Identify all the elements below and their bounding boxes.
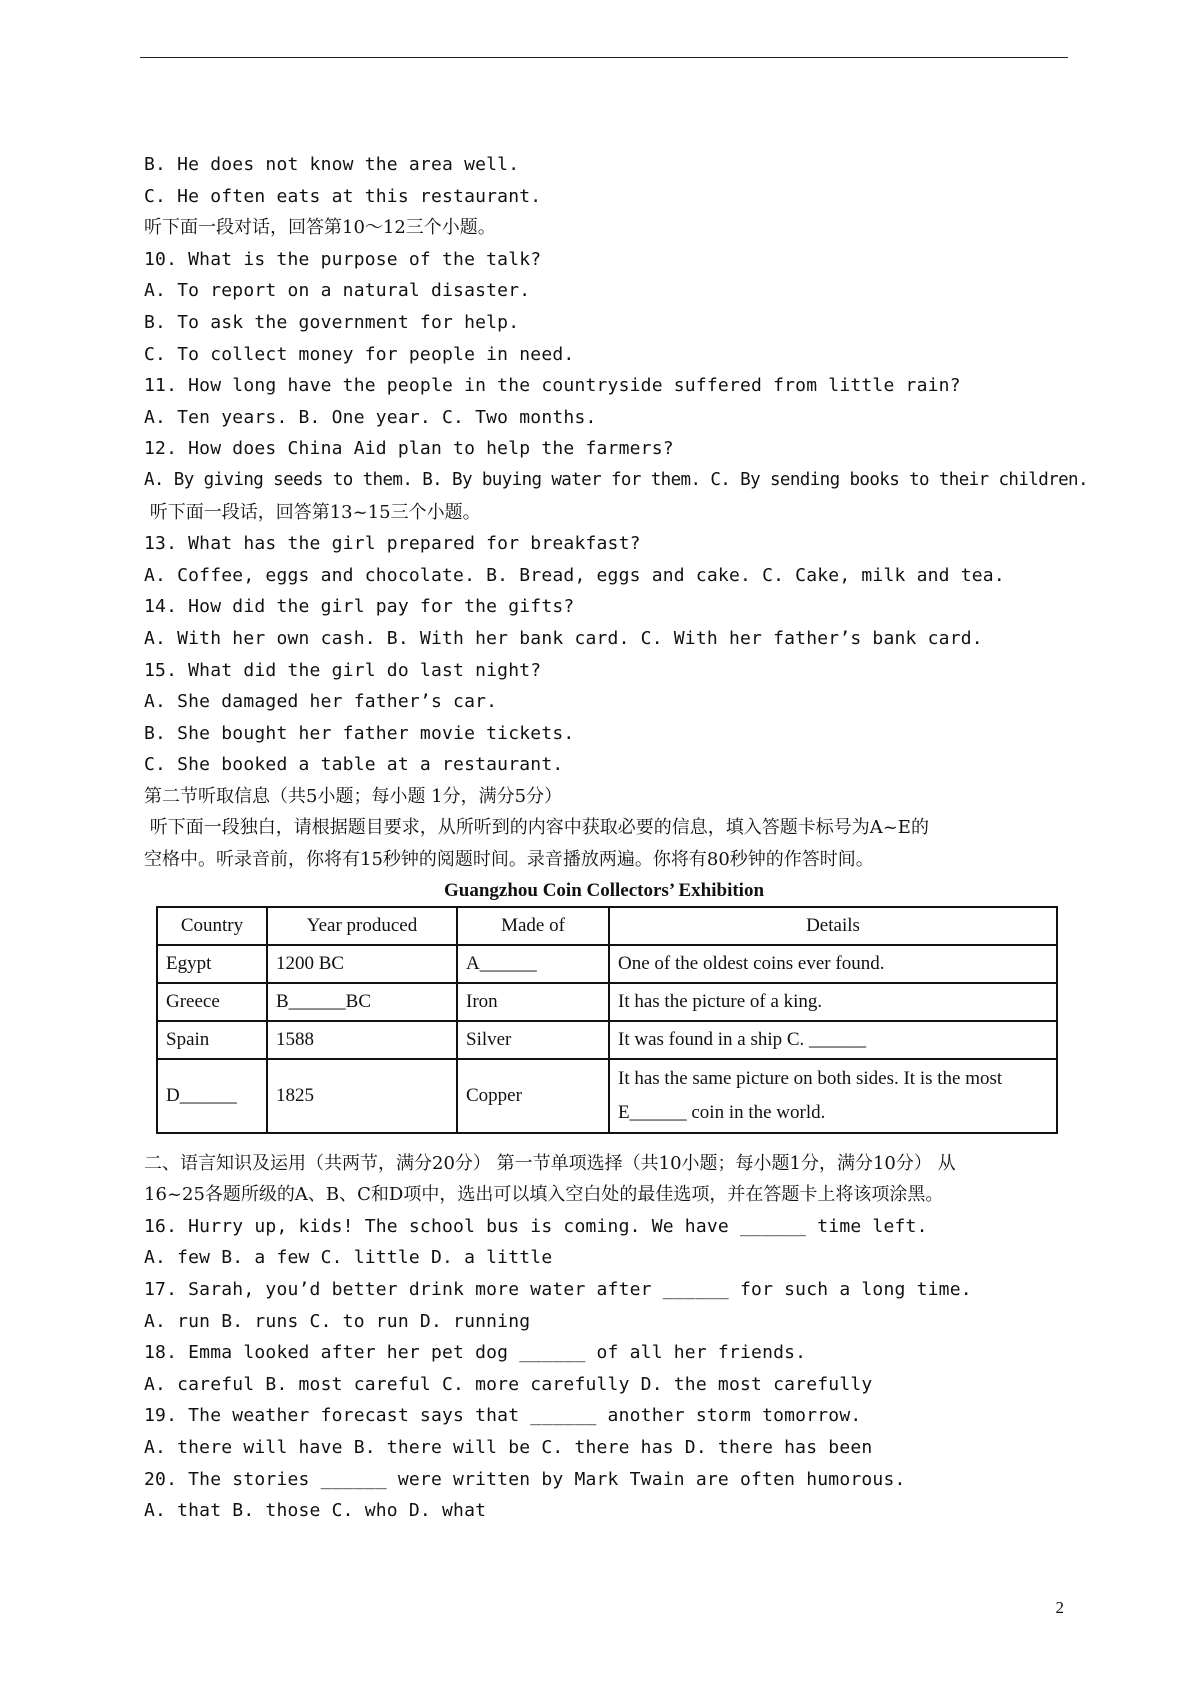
- exhibition-table: [156, 906, 1058, 1134]
- header-rule: [140, 57, 1068, 58]
- header-country: Country: [157, 907, 267, 945]
- table-row: [157, 945, 1057, 983]
- text-line: 17. Sarah, you’d better drink more water after ______ for such a long time.: [144, 1279, 972, 1301]
- text-line: 二、语言知识及运用（共两节，满分20分） 第一节单项选择（共10小题；每小题1分，满分10分） 从: [144, 1152, 956, 1174]
- exam-page: [144, 149, 1088, 1527]
- grammar-questions: [144, 1148, 1064, 1527]
- text-line: A. few B. a few C. little D. a little: [144, 1247, 553, 1269]
- cell-details: One of the oldest coins ever found.: [609, 945, 1057, 983]
- cell-year: 1200 BC: [267, 945, 457, 983]
- cell-details: It has the picture of a king.: [609, 983, 1057, 1021]
- page-number: 2: [1055, 1598, 1064, 1617]
- header-year: Year produced: [267, 907, 457, 945]
- text-line: A. there will have B. there will be C. there has D. there has been: [144, 1437, 873, 1458]
- text-line: C. He often eats at this restaurant.: [144, 185, 542, 207]
- cell-country: D______: [157, 1059, 267, 1133]
- text-line: 10. What is the purpose of the talk?: [144, 248, 542, 270]
- text-line: A. that B. those C. who D. what: [144, 1500, 487, 1522]
- cell-year: B______BC: [267, 983, 457, 1021]
- table-row: [157, 1059, 1057, 1133]
- text-line: A. Ten years. B. One year. C. Two months.: [144, 406, 597, 428]
- text-line: 15. What did the girl do last night?: [144, 659, 542, 681]
- text-line: 20. The stories ______ were written by Mark Twain are often humorous.: [144, 1468, 906, 1490]
- text-line: A. With her own cash. B. With her bank card. C. With her father’s bank card.: [144, 627, 983, 649]
- text-line: A. run B. runs C. to run D. running: [144, 1310, 531, 1332]
- text-line: 16~25各题所级的A、B、C和D项中，选出可以填入空白处的最佳选项，并在答题卡上将该项涂黑。: [144, 1184, 944, 1206]
- header-made-of: Made of: [457, 907, 609, 945]
- cell-details: It has the same picture on both sides. It is the most E______ coin in the world.: [609, 1059, 1057, 1133]
- cell-details: It was found in a ship C. ______: [609, 1021, 1057, 1059]
- cell-made-of: Silver: [457, 1021, 609, 1059]
- text-line: B. To ask the government for help.: [144, 311, 520, 333]
- text-line: 听下面一段对话，回答第10～12三个小题。: [144, 217, 496, 239]
- text-line: 听下面一段话，回答第13~15三个小题。: [144, 501, 481, 523]
- text-line: 19. The weather forecast says that ______ another storm tomorrow.: [144, 1405, 862, 1427]
- text-line: A. To report on a natural disaster.: [144, 280, 531, 302]
- text-line: 空格中。听录音前，你将有15秒钟的阅题时间。录音播放两遍。你将有80秒钟的作答时间。: [144, 849, 874, 871]
- table-caption: Guangzhou Coin Collectors’ Exhibition: [443, 879, 765, 901]
- text-line: 听下面一段独白，请根据题目要求，从所听到的内容中获取必要的信息，填入答题卡标号为A~E的: [144, 817, 929, 839]
- text-line: C. She booked a table at a restaurant.: [144, 754, 564, 776]
- text-line: A. careful B. most careful C. more carefully D. the most carefully: [144, 1373, 873, 1395]
- text-line: 16. Hurry up, kids! The school bus is coming. We have ______ time left.: [144, 1215, 928, 1237]
- cell-country: Spain: [157, 1021, 267, 1059]
- table-header-row: [157, 907, 1057, 945]
- table-row: [157, 1021, 1057, 1059]
- text-line: 12. How does China Aid plan to help the farmers?: [144, 438, 674, 460]
- text-line: C. To collect money for people in need.: [144, 343, 575, 365]
- cell-year: 1588: [267, 1021, 457, 1059]
- text-line: 14. How did the girl pay for the gifts?: [144, 596, 575, 618]
- text-line: A. She damaged her father’s car.: [144, 691, 498, 713]
- listening-questions: [144, 149, 1088, 876]
- cell-country: Egypt: [157, 945, 267, 983]
- text-line: B. He does not know the area well.: [144, 154, 520, 175]
- text-line: 13. What has the girl prepared for breakfast?: [144, 533, 641, 555]
- cell-country: Greece: [157, 983, 267, 1021]
- cell-made-of: A______: [457, 945, 609, 983]
- text-line: A. Coffee, eggs and chocolate. B. Bread, eggs and cake. C. Cake, milk and tea.: [144, 564, 1005, 586]
- text-line: 11. How long have the people in the countryside suffered from little rain?: [144, 375, 961, 397]
- cell-made-of: Iron: [457, 983, 609, 1021]
- text-line: A. By giving seeds to them. B. By buying water for them. C. By sending books to their children.: [144, 469, 1088, 490]
- cell-year: 1825: [267, 1059, 457, 1133]
- cell-made-of: Copper: [457, 1059, 609, 1133]
- table-row: [157, 983, 1057, 1021]
- text-line: 第二节听取信息（共5小题；每小题 1分，满分5分）: [144, 785, 563, 807]
- header-details: Details: [609, 907, 1057, 945]
- text-line: B. She bought her father movie tickets.: [144, 722, 575, 744]
- text-line: 18. Emma looked after her pet dog ______ of all her friends.: [144, 1342, 807, 1364]
